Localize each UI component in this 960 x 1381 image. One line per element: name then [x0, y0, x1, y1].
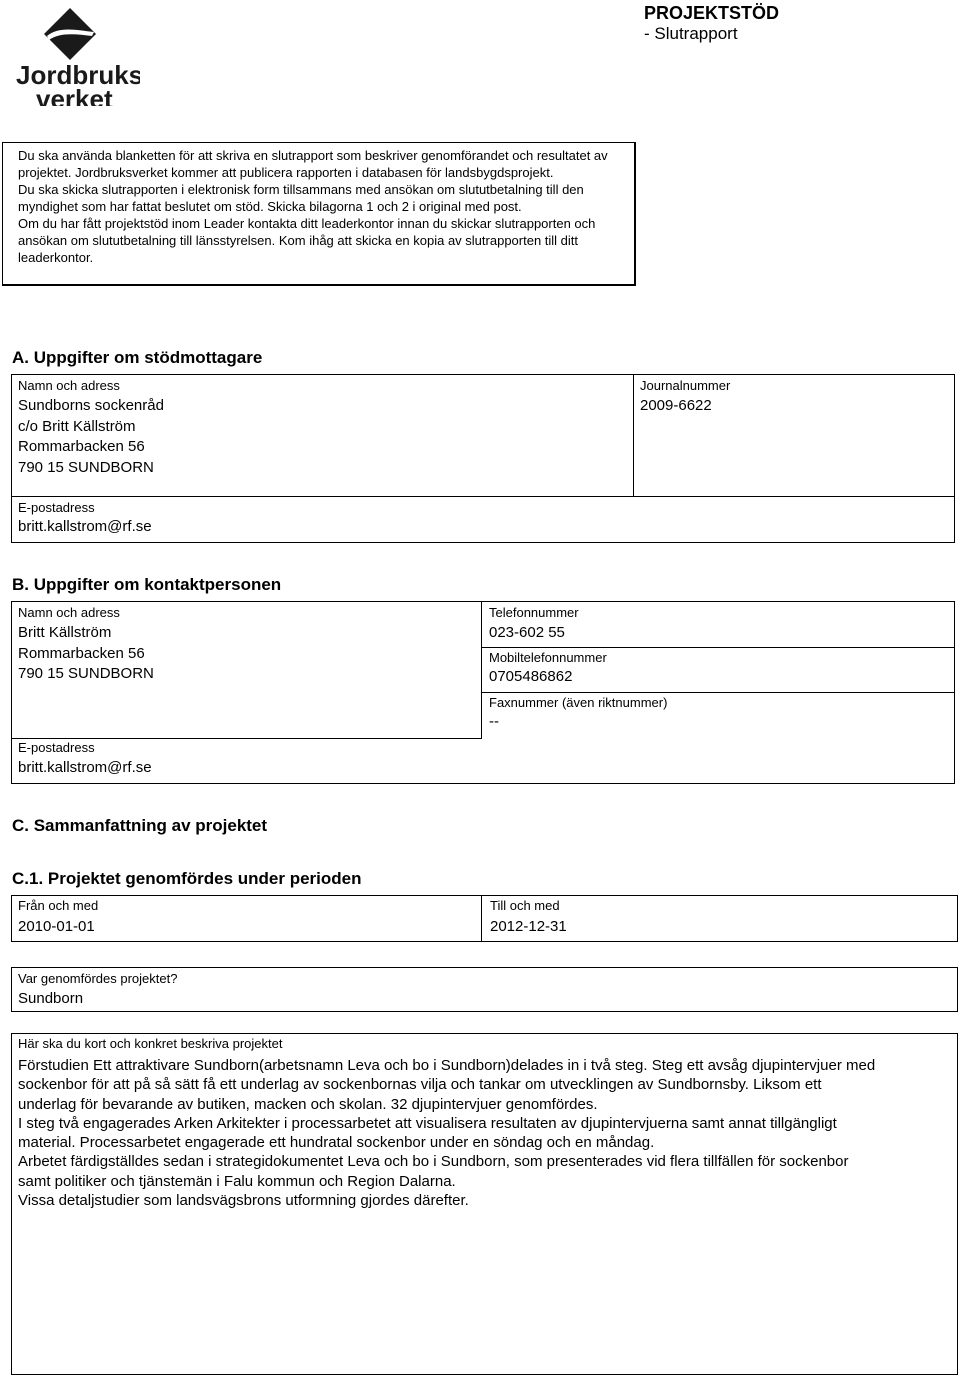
email-label: E-postadress [18, 500, 95, 515]
journal-number-field[interactable]: 2009-6622 [640, 397, 712, 414]
address-line: Sundborns sockenråd [18, 397, 164, 414]
description-line: I steg två engagerades Arken Arkitekter i processarbetet att visualisera resultaten av djupintervjuerna samt annat tillgängligt [18, 1114, 837, 1132]
description-line: samt politiker och tjänstemän i Falu kommun och Region Dalarna. [18, 1172, 456, 1190]
description-line: sockenbor för att på så sätt få ett underlag av sockenbornas vilja och tankar om utvecklingen av Sundbornsby. Liksom ett [18, 1076, 822, 1094]
email-label: E-postadress [18, 740, 95, 755]
description-line: Vissa detaljstudier som landsvägsbrons utformning gjordes därefter. [18, 1192, 469, 1210]
description-label: Här ska du kort och konkret beskriva projektet [18, 1036, 283, 1051]
divider [481, 602, 482, 738]
period-heading: C.1. Projektet genomfördes under perioden [12, 869, 362, 888]
divider [481, 647, 955, 648]
document-subtitle: - Slutrapport [644, 24, 738, 43]
email-field[interactable]: britt.kallstrom@rf.se [18, 518, 152, 535]
email-field[interactable]: britt.kallstrom@rf.se [18, 759, 152, 776]
instruction-paragraph: Om du har fått projektstöd inom Leader kontakta ditt leaderkontor innan du skickar slutrapporten och ansökan om slututbetalning till länsstyrelsen. Kom ihåg att skicka en kopia av slutrapporten till ditt leaderkontor. [18, 216, 596, 265]
phone-field[interactable]: 023-602 55 [489, 624, 565, 641]
divider [633, 375, 634, 496]
to-date-label: Till och med [490, 898, 560, 913]
fax-label: Faxnummer (även riktnummer) [489, 695, 668, 710]
address-line: Rommarbacken 56 [18, 438, 145, 455]
contact-address-field[interactable] [18, 623, 154, 685]
instruction-paragraph: Du ska skicka slutrapporten i elektronisk form tillsammans med ansökan om slututbetalning till den myndighet som har fattat beslutet om stöd. Skicka bilagorna 1 och 2 i original med post. [18, 182, 584, 214]
period-box [11, 895, 958, 942]
address-line: 790 15 SUNDBORN [18, 665, 154, 682]
address-line: c/o Britt Källström [18, 417, 136, 435]
fax-field[interactable]: -- [489, 713, 499, 730]
logo-text: Jordbruks verket [16, 60, 140, 106]
instruction-paragraph: Du ska använda blanketten för att skriva en slutrapport som beskriver genomförandet och resultatet av projektet. Jordbruksverket kommer att publicera rapporten i databasen för landsbygdsprojekt. [18, 148, 608, 180]
divider [481, 896, 482, 941]
document-title: PROJEKTSTÖD [644, 3, 780, 23]
stodmottagare-address-field[interactable] [18, 396, 164, 478]
section-a-heading: A. Uppgifter om stödmottagare [12, 348, 263, 367]
description-field[interactable] [18, 1056, 875, 1210]
location-label: Var genomfördes projektet? [18, 971, 178, 986]
instructions-box [2, 142, 636, 286]
logo-mark-icon [14, 6, 140, 106]
section-c-heading: C. Sammanfattning av projektet [12, 816, 268, 835]
to-date-field[interactable]: 2012-12-31 [490, 918, 567, 935]
journal-number-label: Journalnummer [640, 378, 731, 393]
phone-label: Telefonnummer [489, 605, 579, 620]
description-line: underlag för bevarande av butiken, macken och skolan. 32 djupintervjuer genomfördes. [18, 1095, 598, 1113]
divider [481, 692, 955, 693]
description-line: Arbetet färdigställdes sedan i strategidokumentet Leva och bo i Sundborn, som presenterades vid flera tillfällen för sockenbor [18, 1153, 849, 1171]
from-date-field[interactable]: 2010-01-01 [18, 918, 95, 935]
mobile-label: Mobiltelefonnummer [489, 650, 607, 665]
from-date-label: Från och med [18, 898, 99, 913]
name-address-label: Namn och adress [18, 378, 120, 393]
section-b-heading: B. Uppgifter om kontaktpersonen [12, 575, 282, 594]
address-line: Rommarbacken 56 [18, 644, 145, 662]
mobile-field[interactable]: 0705486862 [489, 668, 573, 685]
name-address-label: Namn och adress [18, 605, 120, 620]
location-field[interactable]: Sundborn [18, 990, 84, 1007]
description-line: Förstudien Ett attraktivare Sundborn(arbetsnamn Leva och bo i Sundborn)delades in i två steg. Steg ett avsåg djupintervjuer med [18, 1057, 876, 1074]
divider [11, 738, 482, 739]
divider [11, 496, 955, 497]
description-line: material. Processarbetet engagerade ett hundratal sockenbor under en söndag och en måndag. [18, 1134, 655, 1152]
jordbruksverket-logo [14, 6, 140, 106]
address-line: Britt Källström [18, 624, 112, 641]
address-line: 790 15 SUNDBORN [18, 458, 154, 476]
